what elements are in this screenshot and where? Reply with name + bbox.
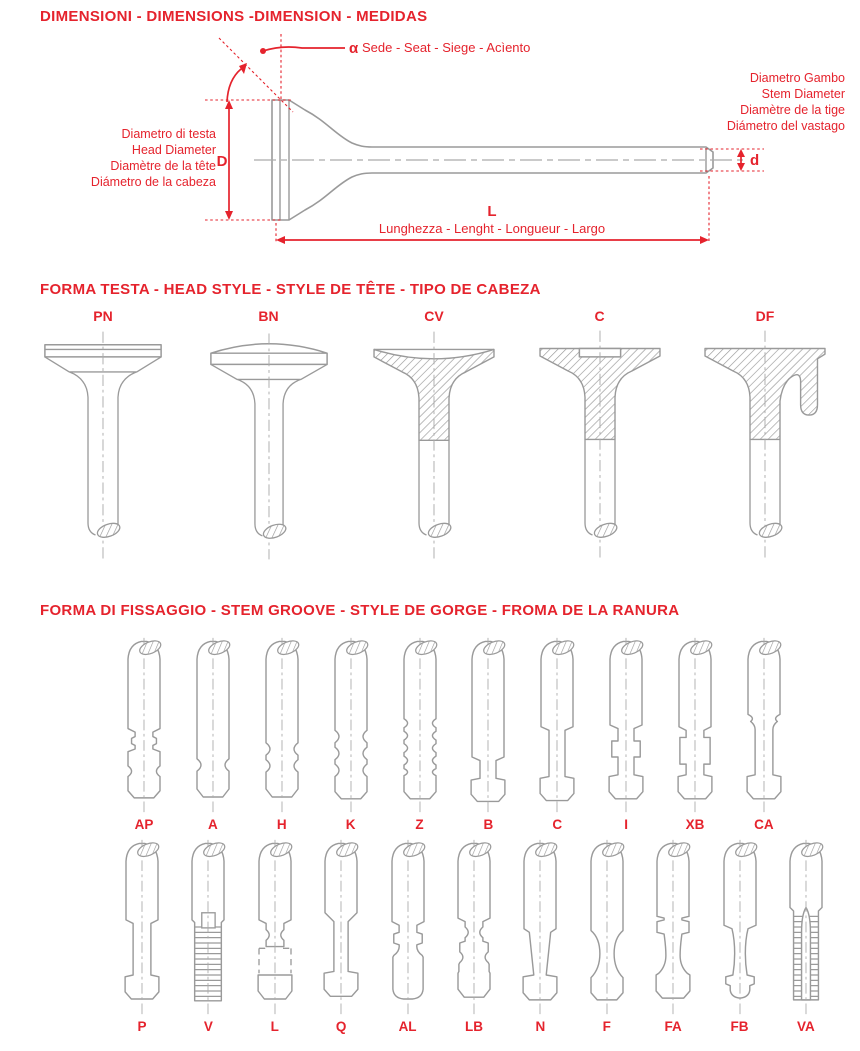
stem-groove-item-fb — [708, 838, 772, 1034]
stem-groove-label: A — [208, 817, 218, 832]
stem-groove-item-z — [388, 636, 452, 832]
stem-groove-item-f — [575, 838, 639, 1034]
head-style-item-bn — [194, 308, 344, 565]
head-diameter-symbol: D — [216, 153, 228, 170]
stem-groove-drawing-a — [181, 636, 245, 814]
stem-groove-item-q — [309, 838, 373, 1034]
stem-groove-item-ap — [112, 636, 176, 832]
stem-groove-label: XB — [685, 817, 705, 832]
stem-groove-drawing-al — [376, 838, 440, 1016]
stem-groove-drawing-c — [525, 636, 589, 814]
stem-groove-label: FA — [664, 1019, 682, 1034]
stem-groove-label: C — [552, 817, 563, 832]
stem-groove-item-p — [110, 838, 174, 1034]
head-style-item-df — [690, 308, 840, 565]
stem-groove-label: AP — [134, 817, 154, 832]
stem-groove-label: FB — [730, 1019, 749, 1034]
head-style-drawing-df — [690, 326, 840, 565]
stem-groove-item-fa — [641, 838, 705, 1034]
head-style-drawing-bn — [194, 326, 344, 565]
head-style-item-c — [525, 308, 675, 565]
stem-groove-item-al — [376, 838, 440, 1034]
dimensions-section-title: DIMENSIONI - DIMENSIONS -DIMENSION - MEDIDAS — [40, 8, 428, 25]
head-style-label: BN — [258, 308, 279, 324]
head-style-item-pn — [28, 308, 178, 565]
head-diameter-label-line3: Diamètre de la tête — [110, 159, 216, 173]
stem-groove-item-a — [181, 636, 245, 832]
stem-diameter-label-line4: Diámetro del vastago — [726, 119, 845, 133]
stem-groove-label: Q — [335, 1019, 347, 1034]
length-symbol: L — [487, 203, 497, 220]
head-style-section-title: FORMA TESTA - HEAD STYLE - STYLE DE TÊTE - TIPO DE CABEZA — [40, 281, 541, 298]
stem-groove-label: Z — [415, 817, 424, 832]
stem-groove-drawing-i — [594, 636, 658, 814]
stem-groove-drawing-ca — [732, 636, 796, 814]
stem-groove-drawing-q — [309, 838, 373, 1016]
head-style-row — [28, 308, 840, 565]
stem-diameter-symbol: d — [750, 152, 760, 169]
stem-groove-drawing-fb — [708, 838, 772, 1016]
head-style-label: DF — [755, 308, 775, 324]
stem-groove-item-xb — [663, 636, 727, 832]
head-style-label: CV — [424, 308, 444, 324]
stem-groove-label: P — [137, 1019, 147, 1034]
stem-groove-item-i — [594, 636, 658, 832]
stem-groove-drawing-f — [575, 838, 639, 1016]
stem-groove-drawing-ap — [112, 636, 176, 814]
stem-groove-label: I — [624, 817, 628, 832]
stem-groove-drawing-xb — [663, 636, 727, 814]
stem-groove-drawing-l — [243, 838, 307, 1016]
stem-groove-label: CA — [754, 817, 774, 832]
head-diameter-label-line4: Diámetro de la cabeza — [90, 175, 216, 189]
stem-groove-drawing-k — [319, 636, 383, 814]
stem-groove-label: LB — [464, 1019, 483, 1034]
stem-groove-label: F — [602, 1019, 611, 1034]
stem-groove-item-n — [508, 838, 572, 1034]
stem-groove-label: B — [483, 817, 494, 832]
stem-groove-drawing-h — [250, 636, 314, 814]
stem-groove-item-v — [176, 838, 240, 1034]
head-style-drawing-pn — [28, 326, 178, 565]
stem-diameter-label-line1: Diametro Gambo — [749, 71, 845, 85]
stem-groove-item-k — [319, 636, 383, 832]
alpha-symbol: α — [349, 40, 359, 57]
stem-groove-drawing-lb — [442, 838, 506, 1016]
valve-dimensions-drawing — [0, 30, 860, 265]
stem-groove-label: H — [276, 817, 287, 832]
stem-groove-label: L — [270, 1019, 279, 1034]
stem-groove-label: N — [535, 1019, 546, 1034]
stem-groove-label: K — [345, 817, 356, 832]
stem-groove-drawing-va — [774, 838, 838, 1016]
stem-groove-item-lb — [442, 838, 506, 1034]
head-diameter-label-line1: Diametro di testa — [121, 127, 216, 141]
stem-groove-item-b — [456, 636, 520, 832]
stem-groove-item-ca — [732, 636, 796, 832]
stem-groove-drawing-v — [176, 838, 240, 1016]
stem-groove-label: AL — [398, 1019, 417, 1034]
stem-groove-row-1 — [112, 636, 796, 832]
seat-label: Sede - Seat - Siege - Acìento — [362, 40, 531, 55]
stem-diameter-label-line3: Diamètre de la tige — [740, 103, 845, 117]
head-style-item-cv — [359, 308, 509, 565]
head-diameter-label-line2: Head Diameter — [131, 143, 216, 157]
stem-groove-drawing-n — [508, 838, 572, 1016]
length-label: Lunghezza - Lenght - Longueur - Largo — [378, 221, 606, 236]
stem-groove-drawing-p — [110, 838, 174, 1016]
stem-groove-drawing-fa — [641, 838, 705, 1016]
stem-groove-item-c — [525, 636, 589, 832]
stem-groove-drawing-z — [388, 636, 452, 814]
stem-groove-label: VA — [797, 1019, 815, 1034]
stem-groove-row-2 — [110, 838, 838, 1034]
head-style-label: PN — [93, 308, 113, 324]
head-style-label: C — [594, 308, 605, 324]
stem-groove-section-title: FORMA DI FISSAGGIO - STEM GROOVE - STYLE DE GORGE - FROMA DE LA RANURA — [40, 602, 680, 619]
stem-groove-drawing-b — [456, 636, 520, 814]
stem-diameter-label-line2: Stem Diameter — [761, 87, 845, 101]
head-style-drawing-c — [525, 326, 675, 565]
stem-groove-item-va — [774, 838, 838, 1034]
stem-groove-item-l — [243, 838, 307, 1034]
stem-groove-label: V — [203, 1019, 213, 1034]
stem-groove-item-h — [250, 636, 314, 832]
head-style-drawing-cv — [359, 326, 509, 565]
